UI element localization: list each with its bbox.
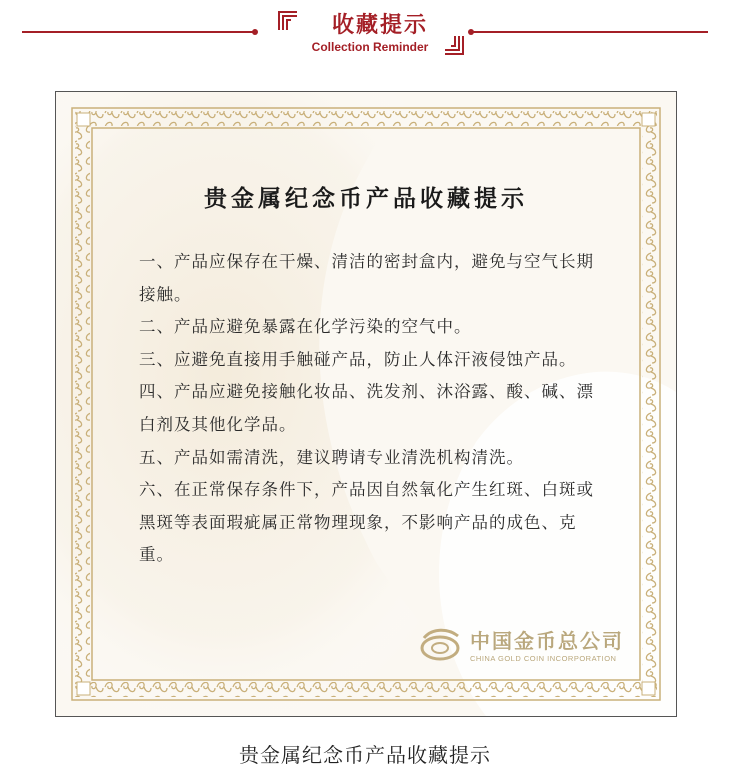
header-dot-left	[252, 29, 258, 35]
corner-ornament-icon	[277, 10, 299, 32]
image-caption: 贵金属纪念币产品收藏提示	[239, 743, 491, 767]
company-name: 中国金币总公司	[470, 629, 624, 653]
corner-ornament-icon	[443, 34, 465, 56]
reminder-list	[139, 246, 609, 572]
section-header	[0, 0, 730, 72]
header-rule-left	[22, 31, 254, 33]
list-item: 五、产品如需清洗，建议聘请专业清洗机构清洗。	[139, 447, 524, 467]
list-item: 四、产品应避免接触化妆品、洗发剂、沐浴露、酸、碱、漂白剂及其他化学品。	[139, 382, 594, 434]
document-title: 贵金属纪念币产品收藏提示	[204, 186, 528, 212]
header-title: 收藏提示	[331, 13, 428, 38]
header-rule-right	[472, 31, 708, 33]
company-name-en: CHINA GOLD COIN INCORPORATION	[470, 654, 617, 663]
list-item: 一、产品应保存在干燥、清洁的密封盒内，避免与空气长期接触。	[139, 252, 594, 304]
china-gold-coin-logo-icon	[418, 624, 464, 664]
list-item: 二、产品应避免暴露在化学污染的空气中。	[139, 317, 472, 337]
header-subtitle: Collection Reminder	[311, 40, 429, 54]
certificate-card	[55, 91, 677, 717]
company-logo	[418, 622, 628, 672]
list-item: 六、在正常保存条件下，产品因自然氧化产生红斑、白斑或黑斑等表面瑕疵属正常物理现象，不影响产品的成色、克重。	[139, 480, 594, 565]
list-item: 三、应避免直接用手触碰产品，防止人体汗液侵蚀产品。	[139, 349, 577, 369]
